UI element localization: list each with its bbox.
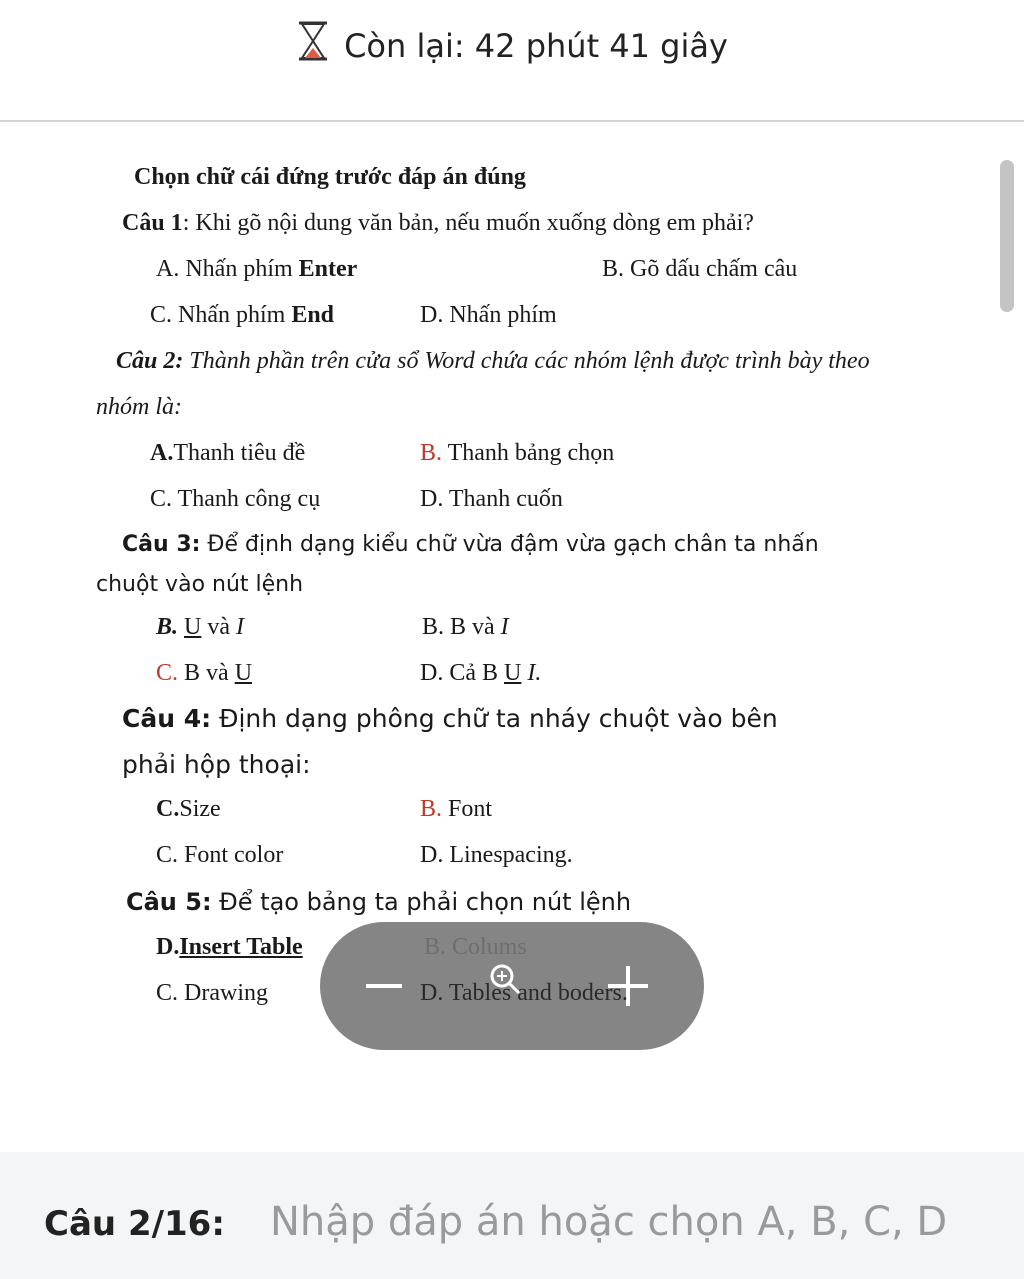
q5-option-a: D.Insert Table [156, 934, 303, 960]
zoom-out-button[interactable] [366, 984, 402, 988]
question-2: Câu 2: Thành phần trên cửa sổ Word chứa các nhóm lệnh được trình bày theo [116, 348, 870, 374]
question-5: Câu 5: Để tạo bảng ta phải chọn nút lệnh [126, 888, 632, 916]
question-2-continued: nhóm là: [96, 394, 182, 420]
q2-option-c: C. Thanh công cụ [150, 486, 321, 512]
question-4: Câu 4: Định dạng phông chữ ta nháy chuột vào bên [122, 704, 778, 733]
hourglass-icon [296, 21, 330, 69]
question-counter: Câu 2/16: [44, 1204, 225, 1244]
q4-option-d: D. Linespacing. [420, 842, 573, 868]
question-4-continued: phải hộp thoại: [122, 750, 311, 779]
q2-option-d: D. Thanh cuốn [420, 486, 563, 512]
question-1: Câu 1: Khi gõ nội dung văn bản, nếu muốn xuống dòng em phải? [122, 210, 754, 236]
q2-option-b: B. Thanh bảng chọn [420, 440, 615, 466]
answer-footer [0, 1152, 1024, 1279]
answer-input[interactable] [270, 1196, 1010, 1248]
q4-option-c: C. Font color [156, 842, 284, 868]
question-3-continued: chuột vào nút lệnh [96, 572, 304, 597]
instruction-heading: Chọn chữ cái đứng trước đáp án đúng [134, 164, 526, 190]
q4-option-b: B. Font [420, 796, 493, 822]
timer-bar [0, 0, 1024, 122]
q4-option-a: C.Size [156, 796, 221, 822]
question-3: Câu 3: Để định dạng kiểu chữ vừa đậm vừa gạch chân ta nhấn [122, 532, 819, 557]
q5-option-d: D. Tables and boders. [420, 980, 628, 1006]
q5-option-c: C. Drawing [156, 980, 268, 1006]
q2-option-a: A.Thanh tiêu đề [150, 440, 306, 466]
q3-option-d: D. Cả B U I. [420, 660, 542, 686]
q3-option-b: B. B và I [422, 614, 509, 640]
q3-option-c: C. B và U [156, 660, 253, 686]
document-scrollbar[interactable] [1000, 160, 1014, 312]
countdown-timer [0, 24, 1024, 72]
q1-option-b: B. Gõ dấu chấm câu [602, 256, 798, 282]
q3-option-a: B. U và I [156, 614, 245, 640]
q1-option-c: C. Nhấn phím End [150, 302, 335, 328]
q1-option-a: A. Nhấn phím Enter [156, 256, 358, 282]
timer-text: Còn lại: 42 phút 41 giây [344, 27, 728, 65]
q1-option-d: D. Nhấn phím [420, 302, 557, 328]
